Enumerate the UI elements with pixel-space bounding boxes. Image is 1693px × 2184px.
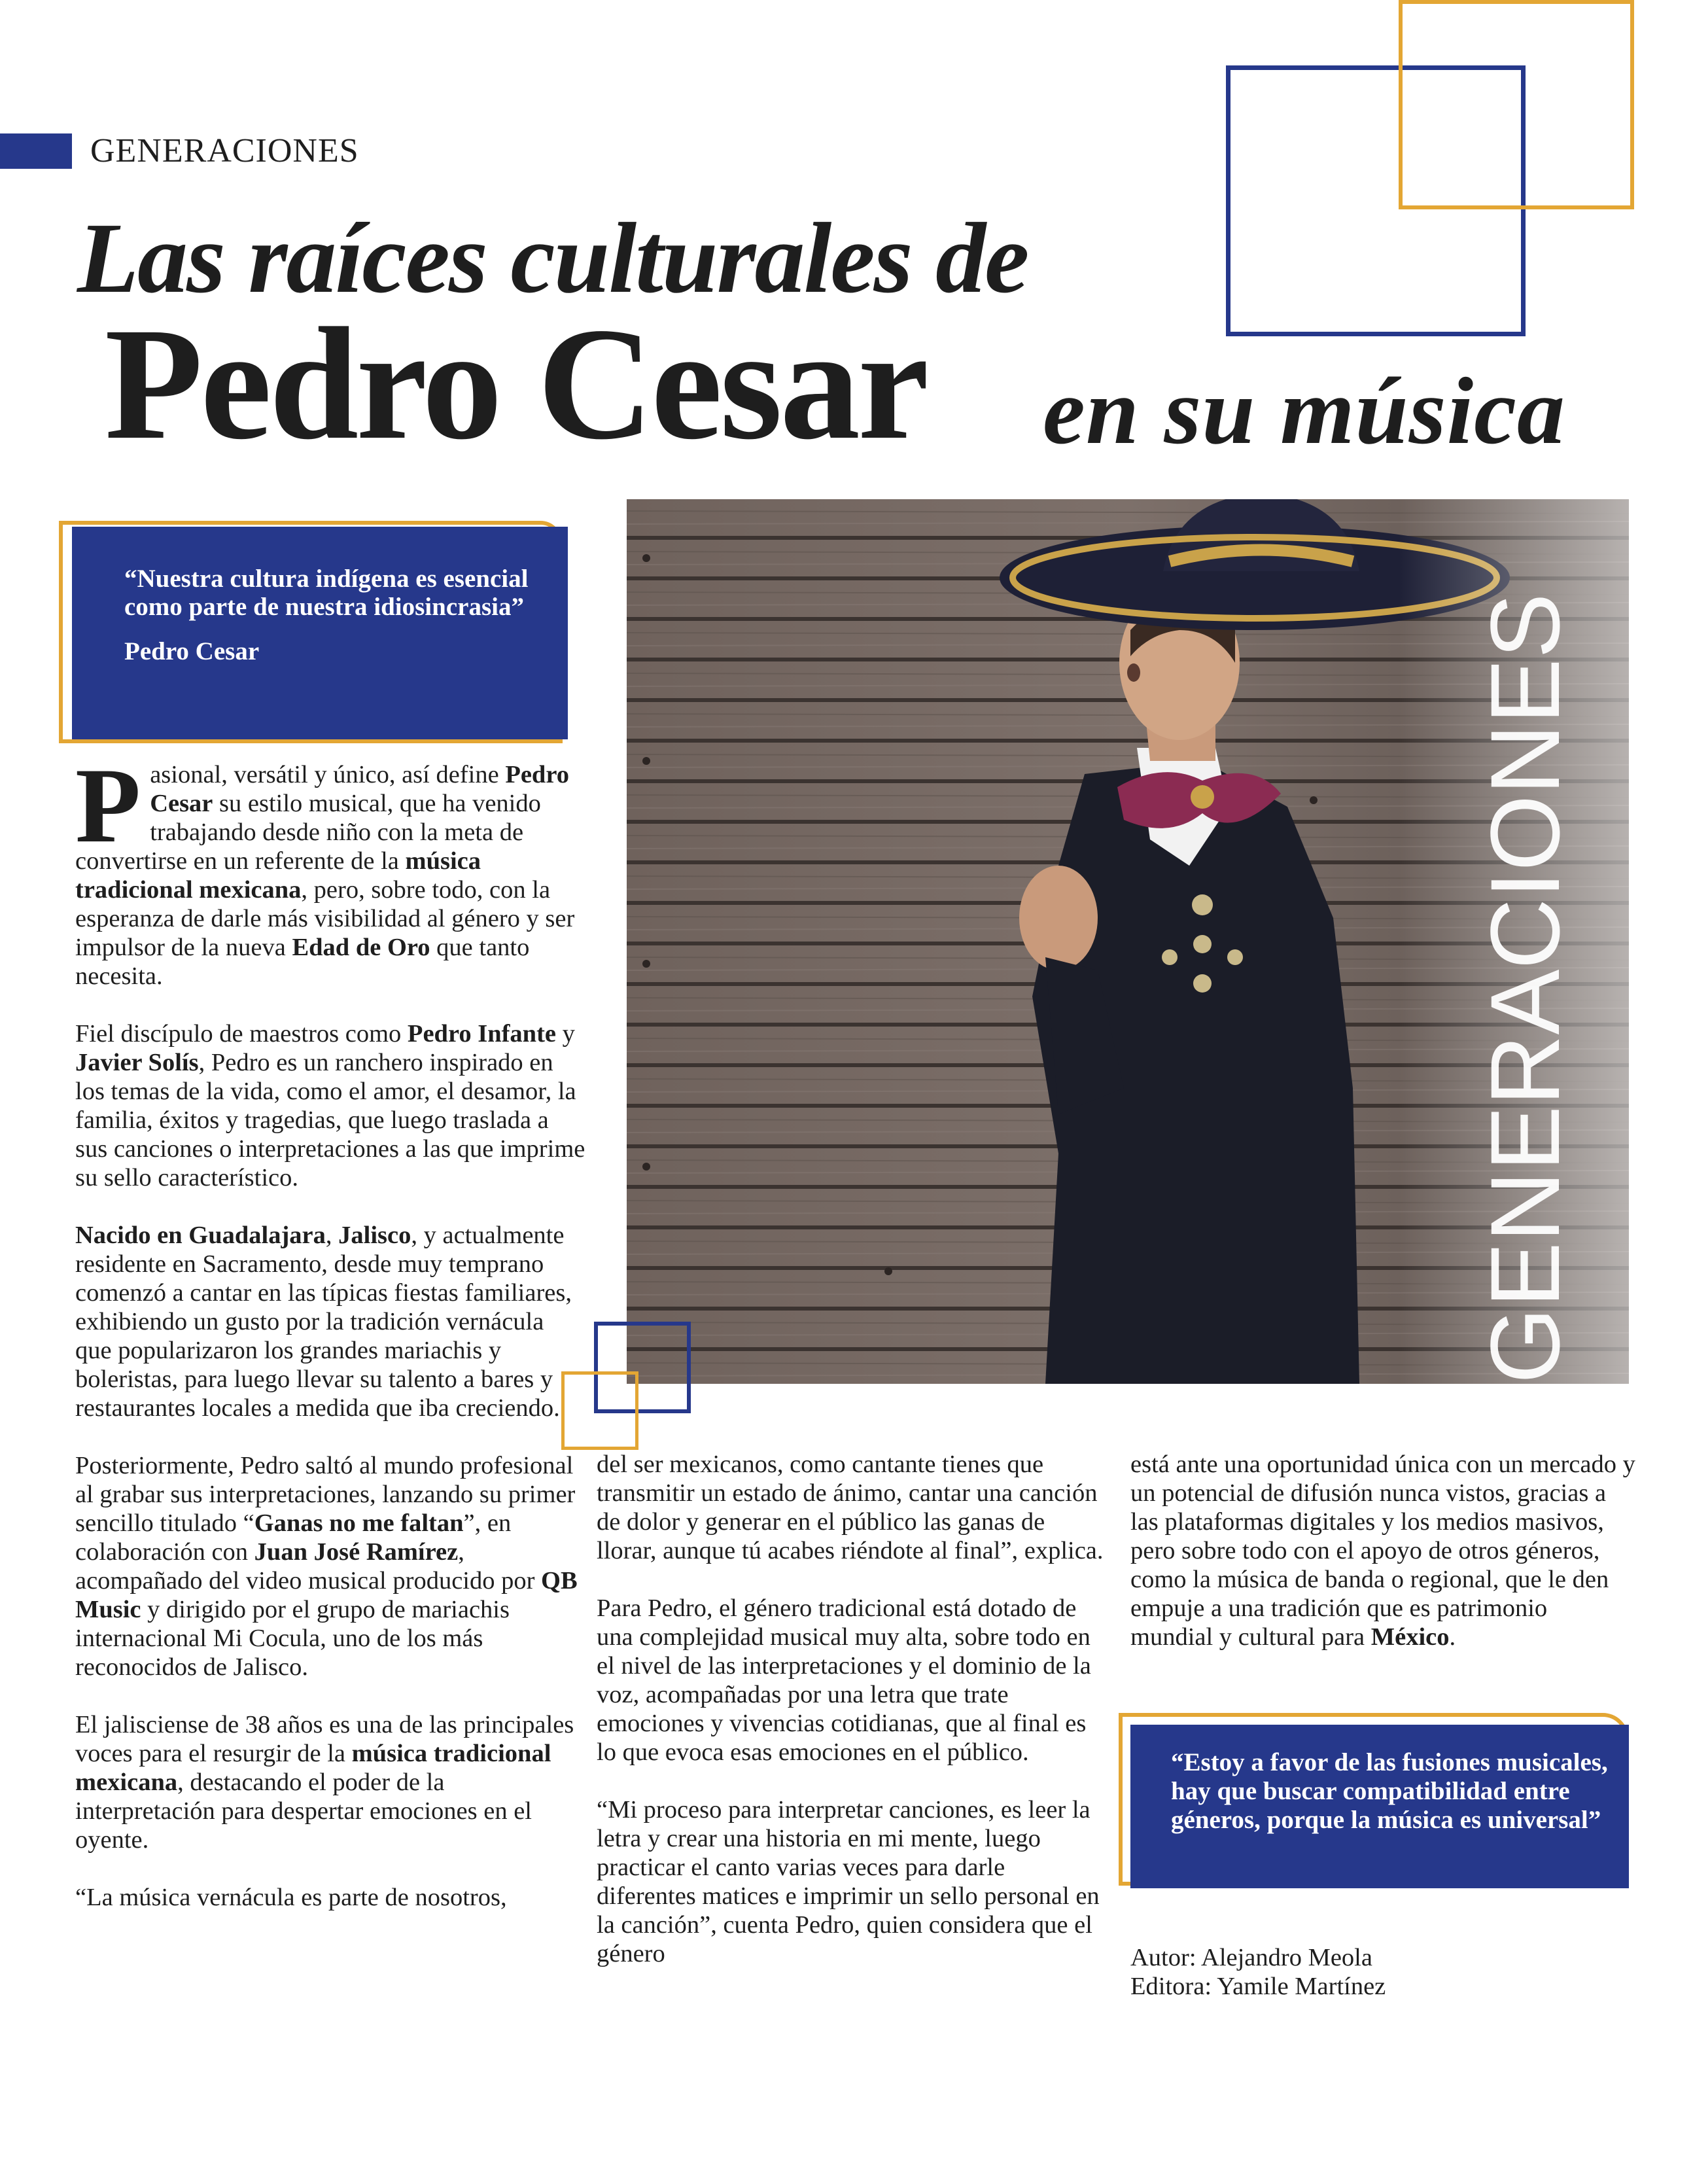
quote-author: Pedro Cesar (124, 637, 260, 665)
bold-term: Ganas no me faltan (254, 1509, 464, 1537)
quote-text: “Nuestra cultura indígena es esencial como parte de nuestra idiosincrasia” (124, 565, 529, 621)
bold-term: Pedro Infante (407, 1020, 556, 1048)
text-run: que tanto necesita. (75, 934, 530, 990)
paragraph-5 (75, 1710, 585, 1854)
section-label: GENERACIONES (90, 132, 359, 169)
text-run: del ser mexicanos, como cantante tienes que transmitir un estado de ánimo, cantar una canción de dolor y generar en el público las ganas de llorar, aunque tú acabes riéndote al final”, explica. (597, 1451, 1104, 1564)
bold-term: música tradicional mexicana (75, 847, 481, 904)
bold-term: Nacido en Guadalajara (75, 1222, 326, 1249)
headline-line-1: Las raíces culturales de (77, 203, 1028, 314)
bold-term: Edad de Oro (292, 934, 430, 961)
text-run: . (1449, 1623, 1456, 1651)
paragraph-9 (597, 1795, 1108, 1968)
decorative-square-gold (1399, 0, 1634, 209)
article-column-3 (1130, 1450, 1635, 1680)
text-run: , acompañado del video musical producido por (75, 1538, 542, 1594)
text-run: , destacando el poder de la interpretación para despertar emociones en el oyente. (75, 1769, 532, 1854)
paragraph-6 (75, 1883, 585, 1912)
text-run: Para Pedro, el género tradicional está dotado de una complejidad musical muy alta, sobre todo en el nivel de las interpretaciones y el dominio de la voz, acompañadas por una letra que trate emociones y vivencias cotidianas, que al final es lo que evoca esas emociones en el público. (597, 1594, 1091, 1766)
text-run: , y actualmente residente en Sacramento, desde muy temprano comenzó a cantar en las típicas fiestas familiares, exhibiendo un gusto por la tradición vernácula que popularizaron los grandes mariachis y boleristas, para luego llevar su talento a bares y restaurantes locales a medida que iba creciendo. (75, 1222, 572, 1422)
credit-editor: Editora: Yamile Martínez (1130, 1973, 1386, 2000)
text-run: , pero, sobre todo, con la esperanza de darle más visibilidad al género y ser impulsor de la nueva (75, 876, 575, 961)
text-run: y (556, 1020, 575, 1048)
bold-term: México (1370, 1623, 1450, 1651)
text-run: “La música vernácula es parte de nosotros, (75, 1884, 507, 1911)
credits (1130, 1943, 1386, 2001)
bold-term: Javier Solís (75, 1049, 199, 1076)
text-run: Fiel discípulo de maestros como (75, 1020, 408, 1048)
section-accent-bar (0, 133, 72, 169)
photo-watermark: GENERACIONES (1470, 593, 1580, 1384)
paragraph-4 (75, 1451, 585, 1682)
text-run: está ante una oportunidad única con un mercado y un potencial de difusión nunca vistos, gracias a las plataformas digitales y los medios masivos, pero sobre todo con el apoyo de otros géneros, como la música de banda o regional, que le den empuje a una tradición que es patrimonio mundial y cultural para (1130, 1451, 1635, 1651)
bold-term: QB Music (75, 1567, 578, 1623)
article-photo (627, 499, 1629, 1384)
charro-photo-illustration (627, 499, 1629, 1384)
text-run: su estilo musical, que ha venido trabajando desde niño con la meta de convertirse en un referente de la (75, 790, 541, 875)
quote-box (72, 527, 568, 739)
headline-tail: en su música (1043, 358, 1565, 464)
paragraph-7 (597, 1450, 1108, 1565)
text-run: , Pedro es un ranchero inspirado en los temas de la vida, como el amor, el desamor, la familia, éxitos y tragedias, que luego traslada a sus canciones o interpretaciones a las que imprime su sello característico. (75, 1049, 585, 1191)
bold-term: música tradicional mexicana (75, 1740, 551, 1796)
text-run: ”, en colaboración con (75, 1509, 512, 1566)
text-run: asional, versátil y único, así define (150, 761, 506, 788)
pull-quote: “Estoy a favor de las fusiones musicales, hay que buscar compatibilidad entre géneros, porque la música es universal” (1130, 1725, 1629, 1888)
headline-name: Pedro Cesar (105, 295, 927, 473)
bold-term: Pedro Cesar (150, 761, 569, 817)
article-column-1 (75, 747, 585, 1941)
text-run: “Mi proceso para interpretar canciones, es leer la letra y crear una historia en mi mente, luego practicar el canto varias veces para darle diferentes matices e imprimir un sello personal en la canción”, cuenta Pedro, quien considera que el género (597, 1796, 1100, 1967)
paragraph-10 (1130, 1450, 1635, 1651)
paragraph-1 (75, 747, 585, 991)
drop-cap: P (75, 747, 141, 865)
text-run: El jalisciense de 38 años es una de las principales voces para el resurgir de la (75, 1711, 574, 1767)
bold-term: Juan José Ramírez (254, 1538, 459, 1566)
text-run: , (325, 1222, 339, 1249)
text-run: Posteriormente, Pedro saltó al mundo profesional al grabar sus interpretaciones, lanzando su primer sencillo titulado “ (75, 1452, 576, 1537)
article-column-2 (597, 1450, 1108, 1997)
bold-term: Jalisco (338, 1222, 411, 1249)
text-run: y dirigido por el grupo de mariachis internacional Mi Cocula, uno de los más reconocidos de Jalisco. (75, 1596, 510, 1681)
credit-author: Autor: Alejandro Meola (1130, 1944, 1372, 1971)
paragraph-3 (75, 1221, 585, 1422)
paragraph-8 (597, 1594, 1108, 1767)
paragraph-2 (75, 1019, 585, 1192)
